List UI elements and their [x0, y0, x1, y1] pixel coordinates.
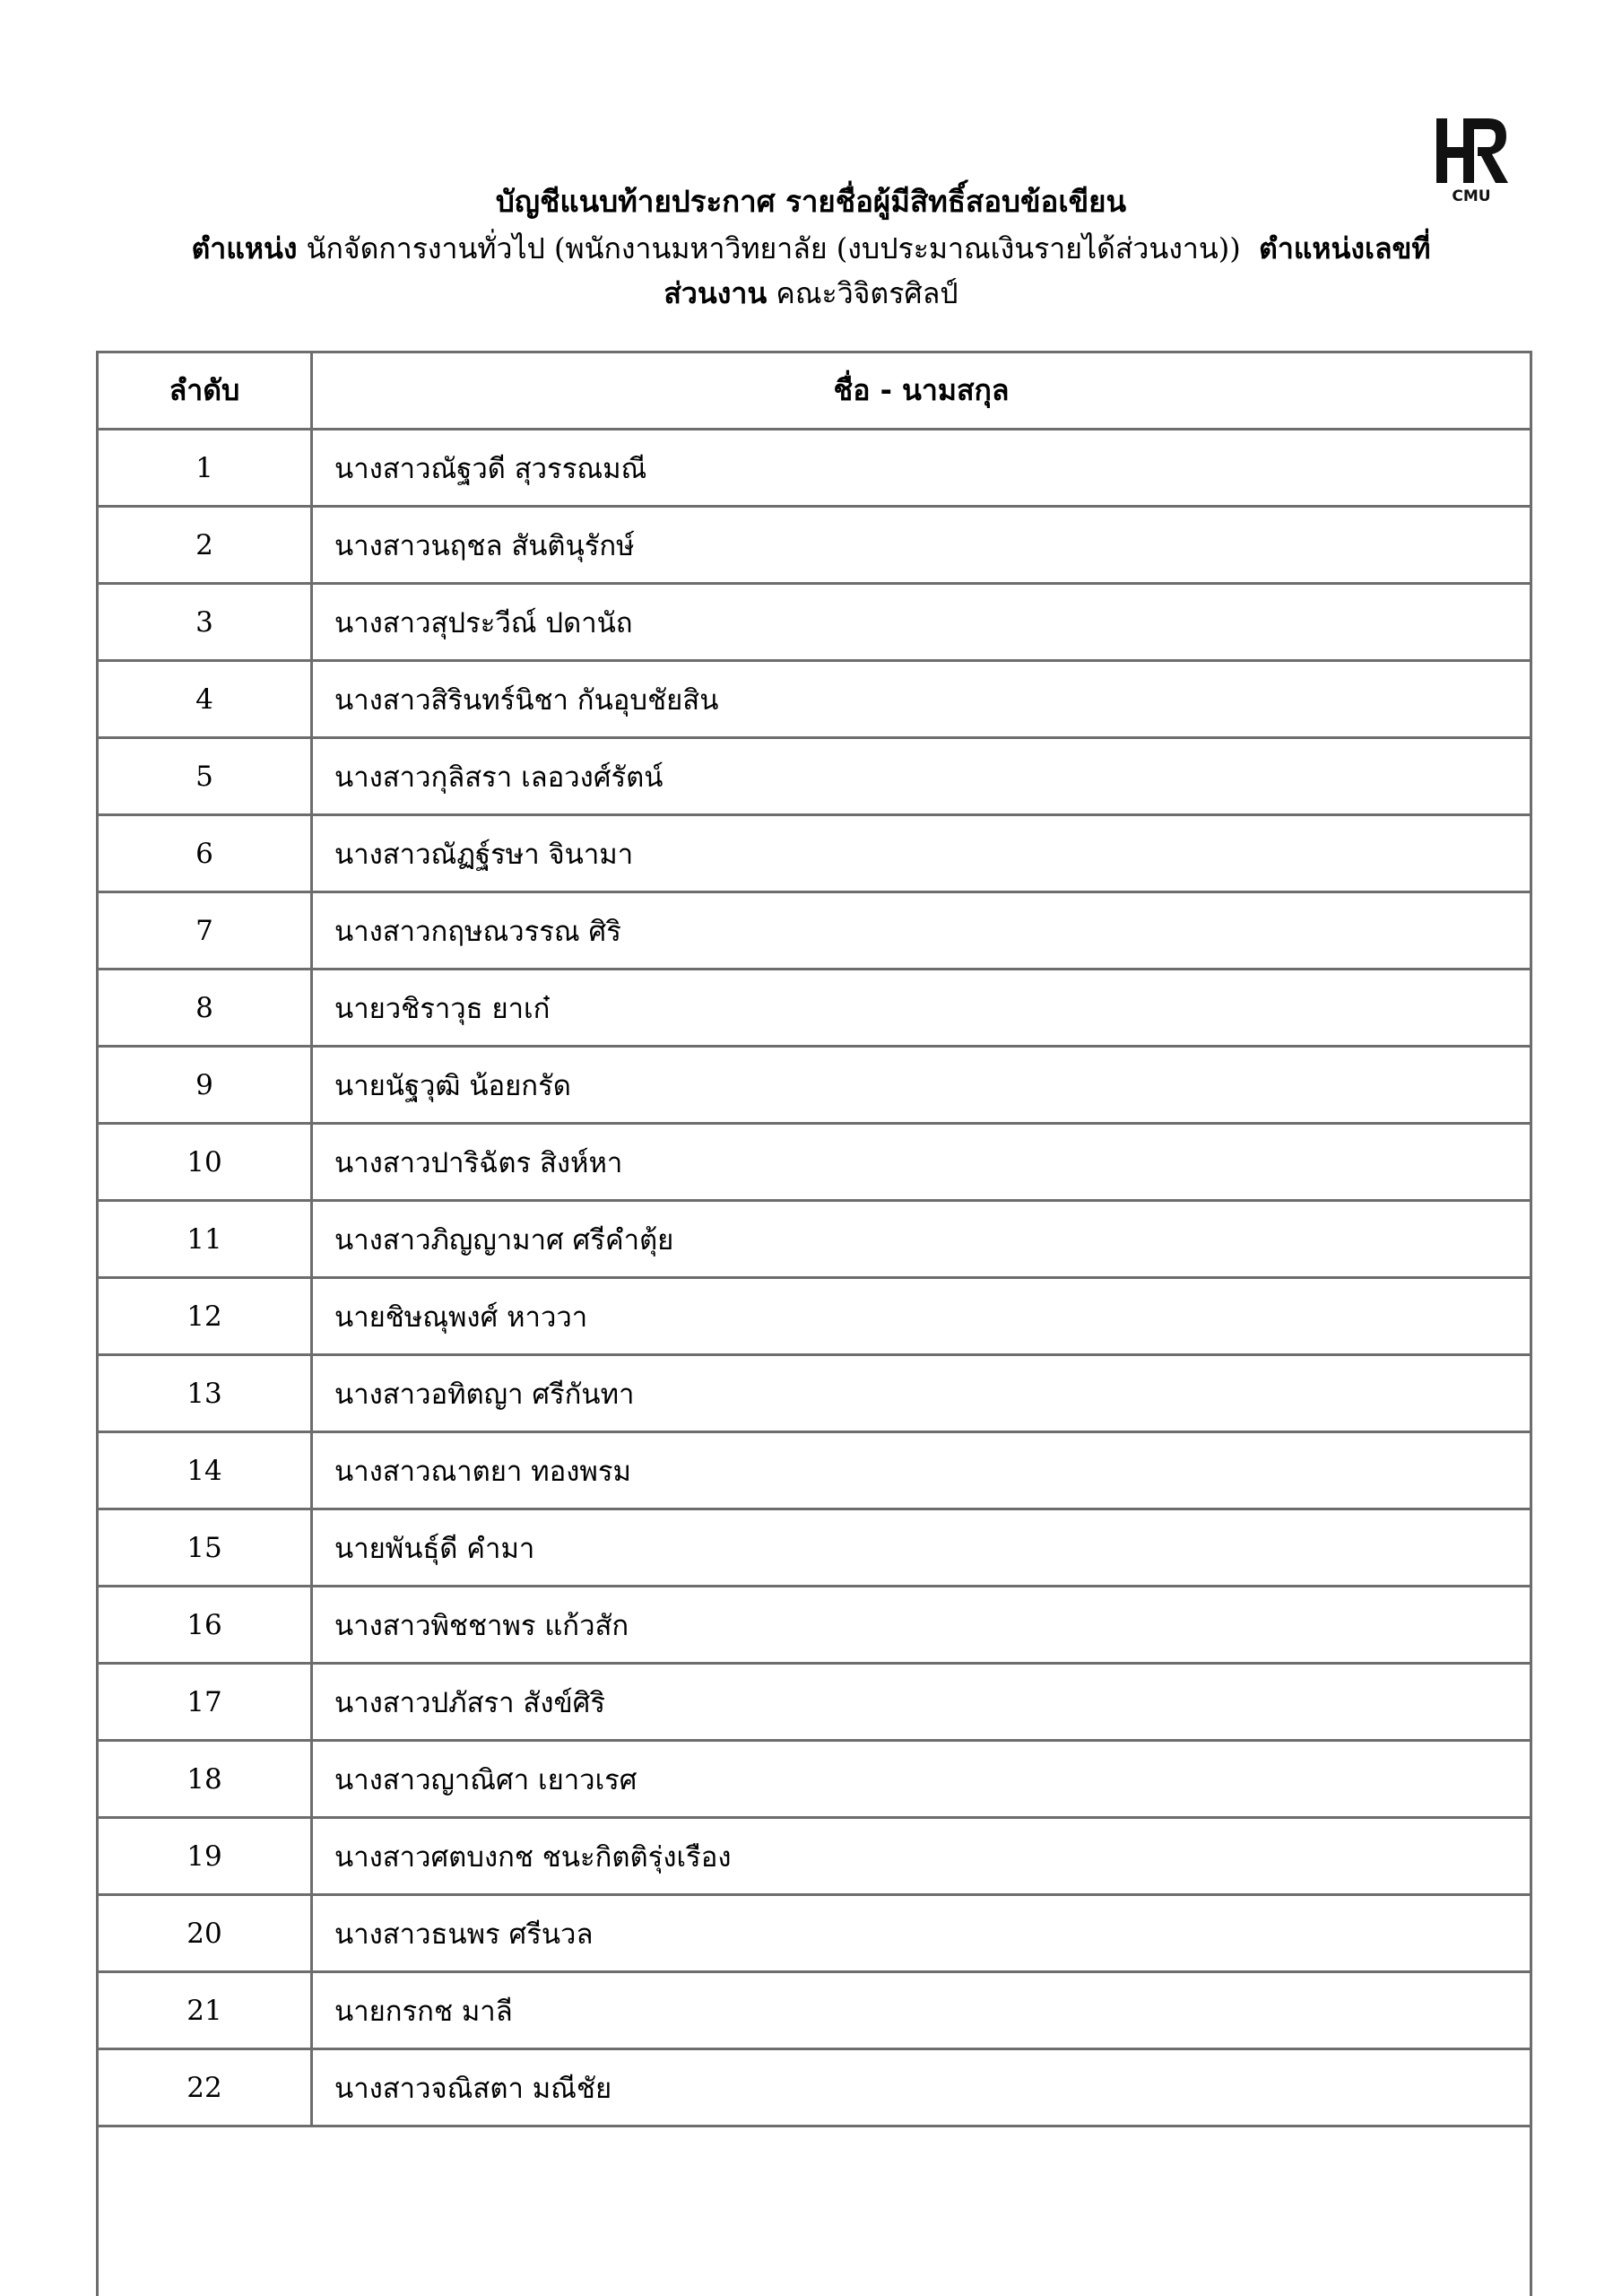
- row-name: นางสาวกฤษณวรรณ ศิริ: [312, 892, 1531, 970]
- row-name: นางสาวจณิสตา มณีชัย: [312, 2049, 1531, 2126]
- table-row: [98, 892, 1531, 970]
- row-number: 10: [98, 1124, 312, 1201]
- document-header: [0, 179, 1622, 316]
- table-row: [98, 1972, 1531, 2049]
- row-name: นางสาวพิชชาพร แก้วสัก: [312, 1587, 1531, 1664]
- row-number: 17: [98, 1664, 312, 1741]
- row-name: นางสาวนฤชล สันตินุรักษ์: [312, 507, 1531, 584]
- table-row: [98, 1509, 1531, 1587]
- table-row: [98, 1278, 1531, 1355]
- position-value: นักจัดการงานทั่วไป (พนักงานมหาวิทยาลัย (งบประมาณเงินรายได้ส่วนงาน)): [306, 231, 1241, 265]
- row-number: 18: [98, 1741, 312, 1818]
- row-number: 16: [98, 1587, 312, 1664]
- row-name: นางสาวปาริฉัตร สิงห์หา: [312, 1124, 1531, 1201]
- row-name: นายวชิราวุธ ยาเก๋: [312, 970, 1531, 1047]
- table-row: [98, 507, 1531, 584]
- row-name: นางสาวณาตยา ทองพรม: [312, 1432, 1531, 1509]
- position-line: [0, 226, 1622, 271]
- row-number: 20: [98, 1895, 312, 1972]
- table-row: [98, 970, 1531, 1047]
- row-name: นางสาวณัฐวดี สุวรรณมณี: [312, 430, 1531, 507]
- row-number: 4: [98, 661, 312, 738]
- row-name: นางสาวญาณิศา เยาวเรศ: [312, 1741, 1531, 1818]
- table-row: [98, 1818, 1531, 1895]
- row-name: นางสาวปภัสรา สังข์ศิริ: [312, 1664, 1531, 1741]
- row-number: 19: [98, 1818, 312, 1895]
- position-no-label: ตำแหน่งเลขที่: [1259, 231, 1431, 265]
- row-number: 3: [98, 584, 312, 661]
- table-row: [98, 430, 1531, 507]
- table-row: [98, 1355, 1531, 1432]
- row-name: นางสาวศตบงกช ชนะกิตติรุ่งเรือง: [312, 1818, 1531, 1895]
- row-name: นายพันธุ์ดี คำมา: [312, 1509, 1531, 1587]
- row-number: 1: [98, 430, 312, 507]
- row-number: 2: [98, 507, 312, 584]
- row-number: 7: [98, 892, 312, 970]
- header-name: ชื่อ - นามสกุล: [312, 352, 1531, 430]
- position-label: ตำแหน่ง: [191, 231, 298, 265]
- row-name: นางสาวณัฏฐ์รษา จินามา: [312, 815, 1531, 892]
- row-name: นางสาวสุประวีณ์ ปดานัถ: [312, 584, 1531, 661]
- row-name: นางสาวกุลิสรา เลอวงศ์รัตน์: [312, 738, 1531, 815]
- row-name: นางสาวภิญญามาศ ศรีคำตุ้ย: [312, 1201, 1531, 1278]
- header-no: ลำดับ: [98, 352, 312, 430]
- row-number: 9: [98, 1047, 312, 1124]
- table-body: [98, 430, 1531, 2126]
- row-name: นายนัฐวุฒิ น้อยกรัด: [312, 1047, 1531, 1124]
- table-row: [98, 1047, 1531, 1124]
- table-row: [98, 1741, 1531, 1818]
- row-name: นายชิษณุพงศ์ หาววา: [312, 1278, 1531, 1355]
- table-row: [98, 738, 1531, 815]
- row-name: นางสาวสิรินทร์นิชา กันอุบชัยสิน: [312, 661, 1531, 738]
- row-number: 14: [98, 1432, 312, 1509]
- department-line: [0, 271, 1622, 316]
- row-name: นายกรกช มาลี: [312, 1972, 1531, 2049]
- table-row: [98, 815, 1531, 892]
- department-value: คณะวิจิตรศิลป์: [776, 276, 958, 310]
- table-row: [98, 1664, 1531, 1741]
- candidate-table-container: [96, 351, 1532, 2296]
- row-number: 15: [98, 1509, 312, 1587]
- table-row: [98, 1895, 1531, 1972]
- row-number: 22: [98, 2049, 312, 2126]
- table-row: [98, 1587, 1531, 1664]
- row-number: 8: [98, 970, 312, 1047]
- table-row: [98, 2049, 1531, 2126]
- table-header-row: [98, 352, 1531, 430]
- row-number: 12: [98, 1278, 312, 1355]
- logo-text: CMU: [1452, 187, 1491, 205]
- row-name: นางสาวธนพร ศรีนวล: [312, 1895, 1531, 1972]
- table-row: [98, 1124, 1531, 1201]
- table-row: [98, 584, 1531, 661]
- candidate-table: [96, 351, 1532, 2127]
- table-row: [98, 1201, 1531, 1278]
- row-number: 11: [98, 1201, 312, 1278]
- row-name: นางสาวอทิตญา ศรีกันทา: [312, 1355, 1531, 1432]
- table-row: [98, 661, 1531, 738]
- document-title: บัญชีแนบท้ายประกาศ รายชื่อผู้มีสิทธิ์สอบข้อเขียน: [495, 184, 1127, 219]
- department-label: ส่วนงาน: [664, 276, 768, 310]
- row-number: 5: [98, 738, 312, 815]
- row-number: 13: [98, 1355, 312, 1432]
- table-row: [98, 1432, 1531, 1509]
- row-number: 21: [98, 1972, 312, 2049]
- row-number: 6: [98, 815, 312, 892]
